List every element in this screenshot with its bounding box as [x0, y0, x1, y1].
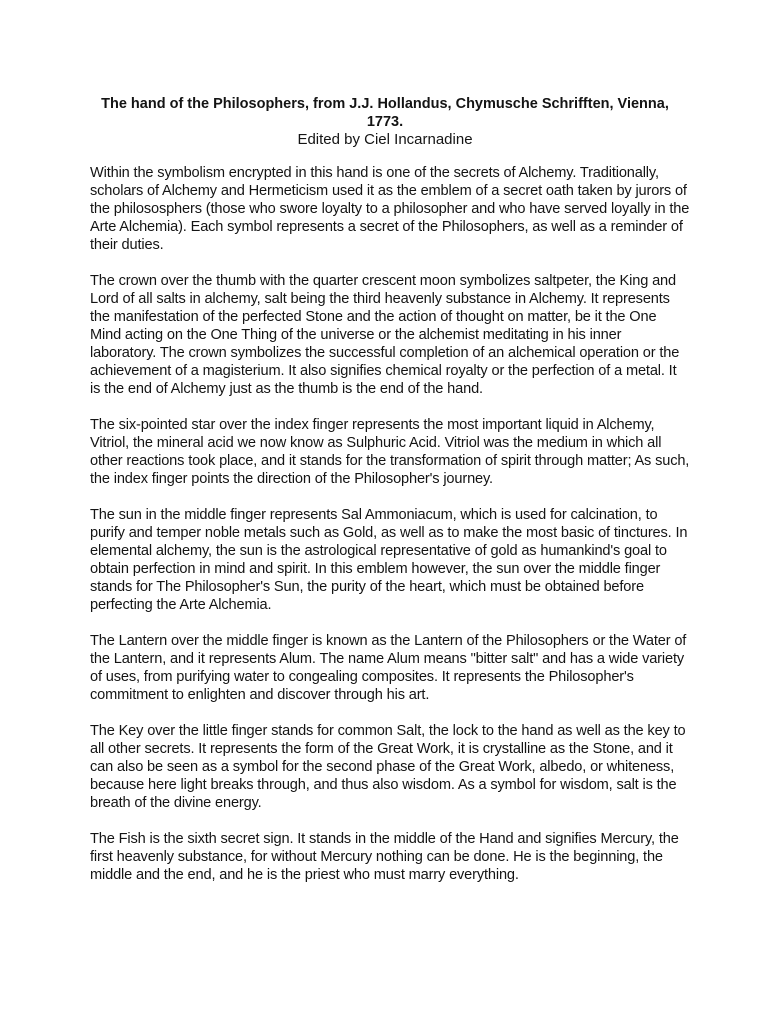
paragraph-intro: Within the symbolism encrypted in this hand is one of the secrets of Alchemy. Traditionally, scholars of Alchemy and Hermeticism used it as the emblem of a secret oath taken by jurors of the philososphers (those who swore loyalty to a philosopher and who have served loyally in the Arte Alchemia). Each symbol represents a secret of the Philosophers, as well as a reminder of their duties. [90, 165, 690, 253]
document-header [90, 95, 680, 149]
paragraph-fish: The Fish is the sixth secret sign. It stands in the middle of the Hand and signifies Mercury, the first heavenly substance, for without Mercury nothing can be done. He is the beginning, the middle and the end, and he is the priest who must marry everything. [90, 831, 679, 883]
paragraph-star: The six-pointed star over the index finger represents the most important liquid in Alchemy, Vitriol, the mineral acid we now know as Sulphuric Acid. Vitriol was the medium in which all other reactions took place, and it stands for the transformation of spirit through matter; As such, the index finger points the direction of the Philosopher's journey. [90, 417, 690, 487]
document-body [90, 164, 690, 902]
document-subtitle: Edited by Ciel Incarnadine [297, 131, 473, 148]
document-title: The hand of the Philosophers, from J.J. Hollandus, Chymusche Schrifften, Vienna, 1773. [101, 96, 669, 130]
paragraph-crown: The crown over the thumb with the quarter crescent moon symbolizes saltpeter, the King and Lord of all salts in alchemy, salt being the third heavenly substance in Alchemy. It represents the manifestation of the perfected Stone and the action of thought on matter, be it the One Mind acting on the One Thing of the universe or the alchemist meditating in his inner laboratory. The crown symbolizes the successful completion of an alchemical operation or the achievement of a magisterium. It also signifies chemical royalty or the perfection of a metal. It is the end of Alchemy just as the thumb is the end of the hand. [90, 273, 680, 397]
paragraph-sun: The sun in the middle finger represents Sal Ammoniacum, which is used for calcination, to purify and temper noble metals such as Gold, as well as to make the most basic of tinctures. In elemental alchemy, the sun is the astrological representative of gold as humankind's goal to obtain perfection in mind and spirit. In this emblem however, the sun over the middle finger stands for The Philosopher's Sun, the purity of the heart, which must be obtained before perfecting the Arte Alchemia. [90, 507, 688, 613]
paragraph-lantern: The Lantern over the middle finger is known as the Lantern of the Philosophers or the Water of the Lantern, and it represents Alum. The name Alum means "bitter salt" and has a wide variety of uses, from purifying water to congealing composites. It represents the Philosopher's commitment to enlighten and discover through his art. [90, 633, 687, 703]
paragraph-key: The Key over the little finger stands for common Salt, the lock to the hand as well as the key to all other secrets. It represents the form of the Great Work, it is crystalline as the Stone, and it can also be seen as a symbol for the second phase of the Great Work, albedo, or whiteness, because here light breaks through, and thus also wisdom. As a symbol for wisdom, salt is the breath of the divine energy. [90, 723, 686, 811]
